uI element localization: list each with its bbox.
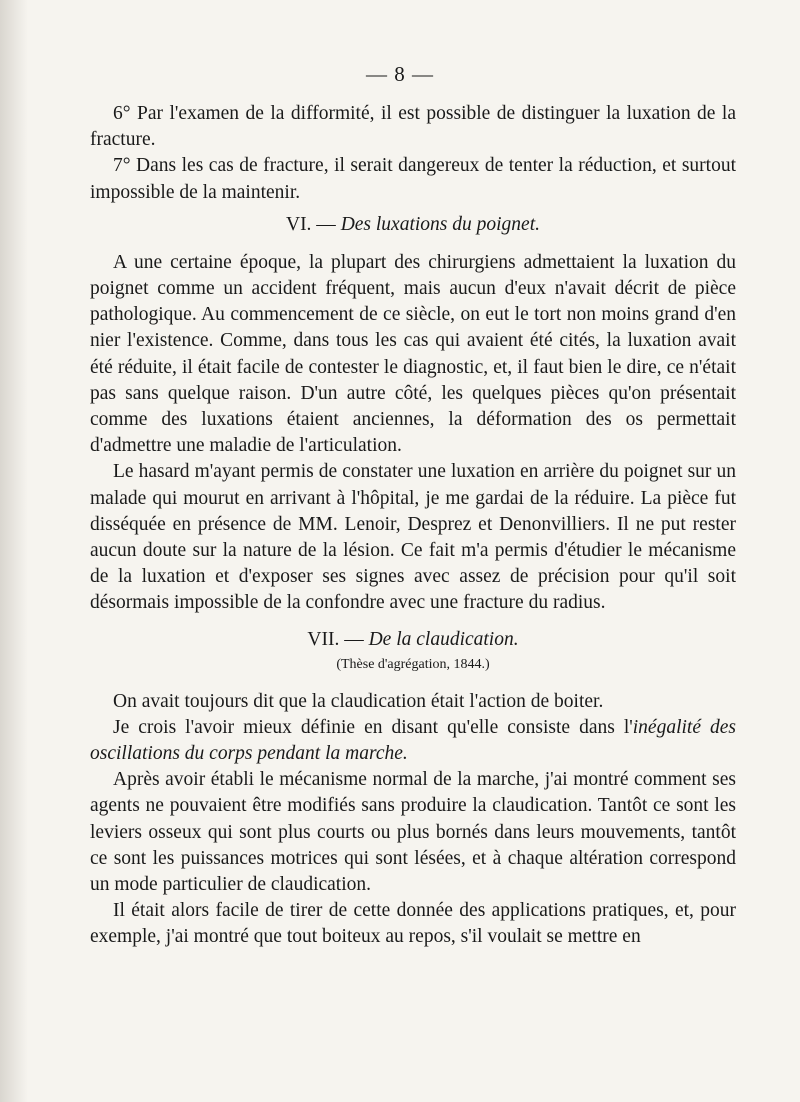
section-vii-paragraph-2-italic: inégalité des oscillations du corps pendant la marche. — [90, 716, 736, 765]
section-vii-paragraph-1: On avait toujours dit que la claudication était l'action de boiter. — [113, 690, 604, 712]
section-vi-title: Des luxations du poignet. — [340, 213, 541, 235]
section-vii-paragraph-3: Après avoir établi le mécanisme normal de la marche, j'ai montré comment ses agents ne pouvaient être modifiés sans produire la claudication. Tantôt ce sont les leviers osseux qui sont plus courts ou plus bornés dans leurs mouvements, tantôt ce sont les puissances motrices qui sont lésées, et à chaque altération correspond un mode particulier de claudication. — [90, 769, 736, 896]
section-vii-heading — [90, 627, 736, 653]
section-vi-paragraph-1: A une certaine époque, la plupart des chirurgiens admettaient la luxation du poignet comme un accident fréquent, mais aucun d'eux n'avait décrit de pièce pathologique. Au commencement de ce siècle, on eut le tort non moins grand d'en nier l'existence. Comme, dans tous les cas qui avaient été cités, la luxation avait été réduite, il était facile de contester le diagnostic, et, il faut bien le dire, ce n'était pas sans quelque raison. D'un autre côté, les quelques pièces qu'on présentait comme des luxations étaient anciennes, la déformation des os permettait d'admettre une maladie de l'articulation. — [90, 251, 736, 457]
page-number: — 8 — — [366, 62, 434, 86]
section-vii-subtitle: (Thèse d'agrégation, 1844.) — [336, 656, 490, 672]
section-vii-paragraph-2 — [90, 715, 736, 767]
section-vi-paragraph-2: Le hasard m'ayant permis de constater une luxation en arrière du poignet sur un malade qui mourut en arrivant à l'hôpital, je me gardai de la réduire. La pièce fut disséquée en présence de MM. Lenoir, Desprez et Denonvilliers. Il ne put rester aucun doute sur la nature de la lésion. Ce fait m'a permis d'étudier le mécanisme de la luxation et d'exposer ses signes avec assez de précision pour qu'il soit désormais impossible de la confondre avec une fracture du radius. — [90, 461, 736, 614]
item-6-paragraph: 6° Par l'examen de la difformité, il est possible de distinguer la luxation de la fracture. — [90, 103, 736, 151]
section-vi-number: VI. — — [285, 213, 336, 235]
section-vii-paragraph-4: Il était alors facile de tirer de cette donnée des applications pratiques, et, pour exemple, j'ai montré que tout boiteux au repos, s'il voulait se mettre en — [90, 900, 736, 948]
page-body — [90, 101, 736, 951]
section-vii-paragraph-2-text: Je crois l'avoir mieux définie en disant qu'elle consiste dans l' — [113, 716, 633, 738]
section-vii-title: De la claudication. — [368, 628, 519, 650]
section-vi-heading — [90, 212, 736, 238]
section-vii-number: VII. — — [307, 628, 364, 650]
item-7-paragraph: 7° Dans les cas de fracture, il serait dangereux de tenter la réduction, et surtout impossible de la maintenir. — [90, 155, 736, 203]
